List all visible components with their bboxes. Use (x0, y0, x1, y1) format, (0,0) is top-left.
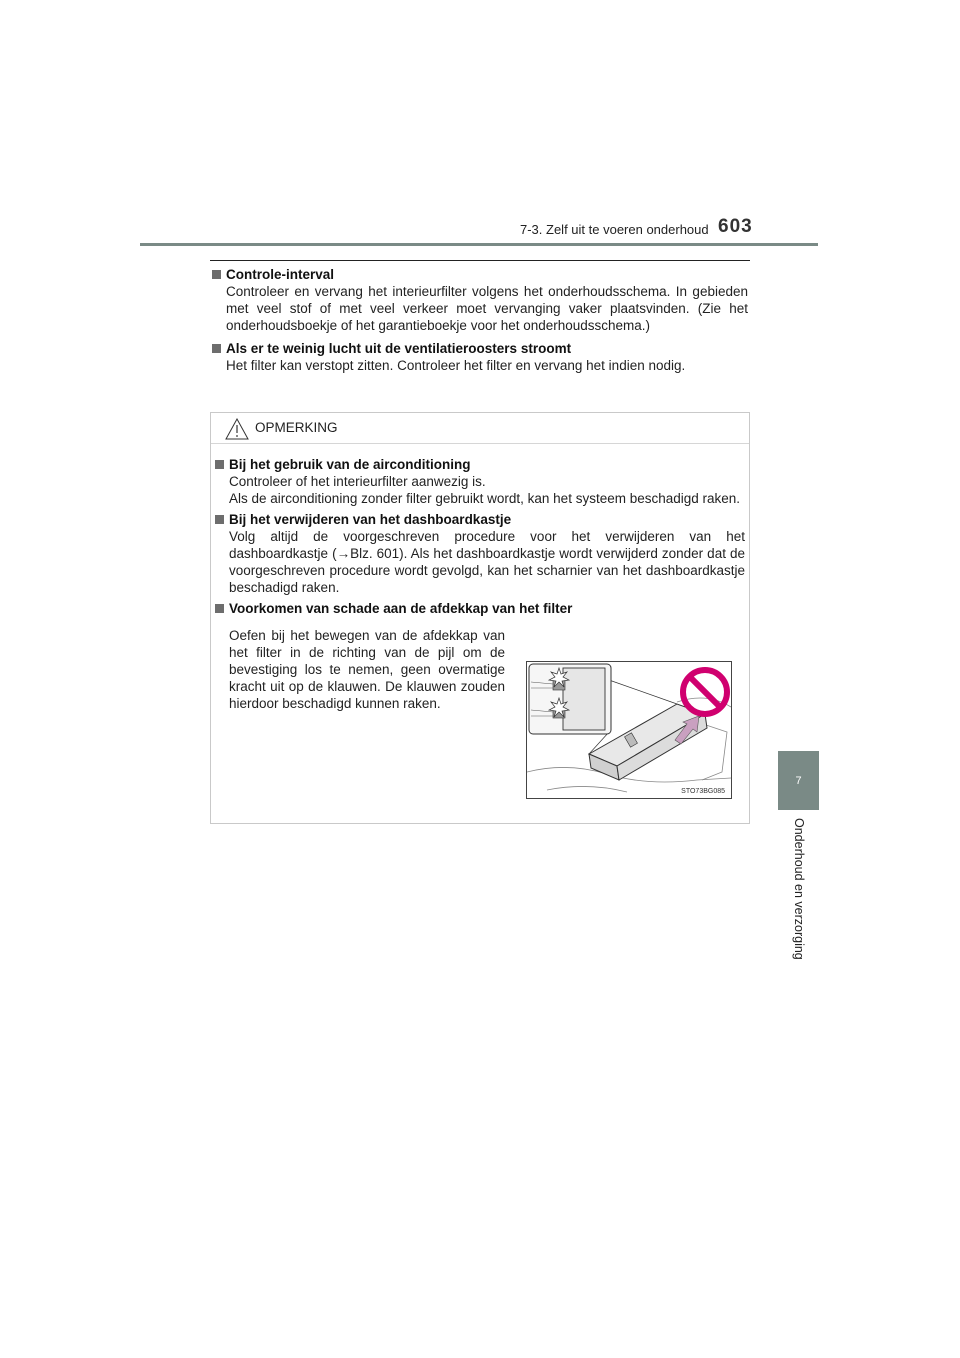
chapter-number: 7 (795, 775, 802, 787)
filter-cover-drawing (527, 662, 731, 798)
notice-item-heading (215, 456, 745, 473)
section-heading (212, 340, 748, 357)
notice-header (211, 413, 749, 444)
section-controle-interval (212, 266, 748, 334)
square-bullet-icon (215, 460, 224, 469)
warning-triangle-icon (225, 418, 249, 440)
running-header-section: 7-3. Zelf uit te voeren onderhoud (520, 222, 709, 237)
section-body: Controleer en vervang het interieurfilter volgens het onderhoudsschema. In gebieden met veel stof of met veel verkeer moet vervanging vaker plaatsvinden. (Zie het onderhoudsboekje of het garantieboekje voor het onderhoudsschema.) (226, 284, 748, 333)
square-bullet-icon (215, 515, 224, 524)
notice-title: OPMERKING (255, 420, 338, 435)
square-bullet-icon (212, 344, 221, 353)
notice-box (210, 412, 750, 824)
notice-item-heading-text: Bij het gebruik van de airconditioning (229, 457, 471, 472)
section-heading-text: Controle-interval (226, 267, 335, 282)
main-content (212, 266, 748, 374)
notice-item-body: Controleer of het interieurfilter aanwezig is. Als de airconditioning zonder filter gebruikt wordt, kan het systeem beschadigd raken. (229, 474, 741, 506)
page-number: 603 (718, 216, 753, 237)
chapter-tab (778, 751, 819, 810)
illustration-code: STO73BG085 (681, 788, 725, 795)
notice-item-heading-text: Voorkomen van schade aan de afdekkap van het filter (229, 601, 573, 616)
content-rule (210, 260, 750, 261)
notice-item-heading (215, 511, 745, 528)
section-weinig-lucht (212, 340, 748, 374)
notice-item-body: Volg altijd de voorgeschreven procedure voor het verwijderen van het dashboardkastje (→Blz. 601). Als het dashboardkastje wordt verwijderd zonder dat de voorgeschreven procedure wordt gevolgd, kan het scharnier van het dashboardkastje beschadigd raken. (229, 529, 745, 595)
header-rule (140, 243, 818, 246)
notice-item-heading (215, 600, 745, 617)
section-heading (212, 266, 748, 283)
chapter-title: Onderhoud en verzorging (792, 818, 806, 960)
notice-item-heading-text: Bij het verwijderen van het dashboardkastje (229, 512, 512, 527)
square-bullet-icon (215, 604, 224, 613)
section-heading-text: Als er te weinig lucht uit de ventilatieroosters stroomt (226, 341, 572, 356)
notice-item (215, 456, 745, 507)
notice-item-body: Oefen bij het bewegen van de afdekkap van het filter in de richting van de pijl om de bevestiging los te nemen, geen overmatige kracht uit op de klauwen. De klauwen zouden hierdoor beschadigd kunnen raken. (229, 628, 505, 711)
filter-cover-illustration (526, 661, 732, 799)
section-body: Het filter kan verstopt zitten. Controleer het filter en vervang het indien nodig. (226, 358, 686, 373)
square-bullet-icon (212, 270, 221, 279)
notice-item (215, 511, 745, 596)
